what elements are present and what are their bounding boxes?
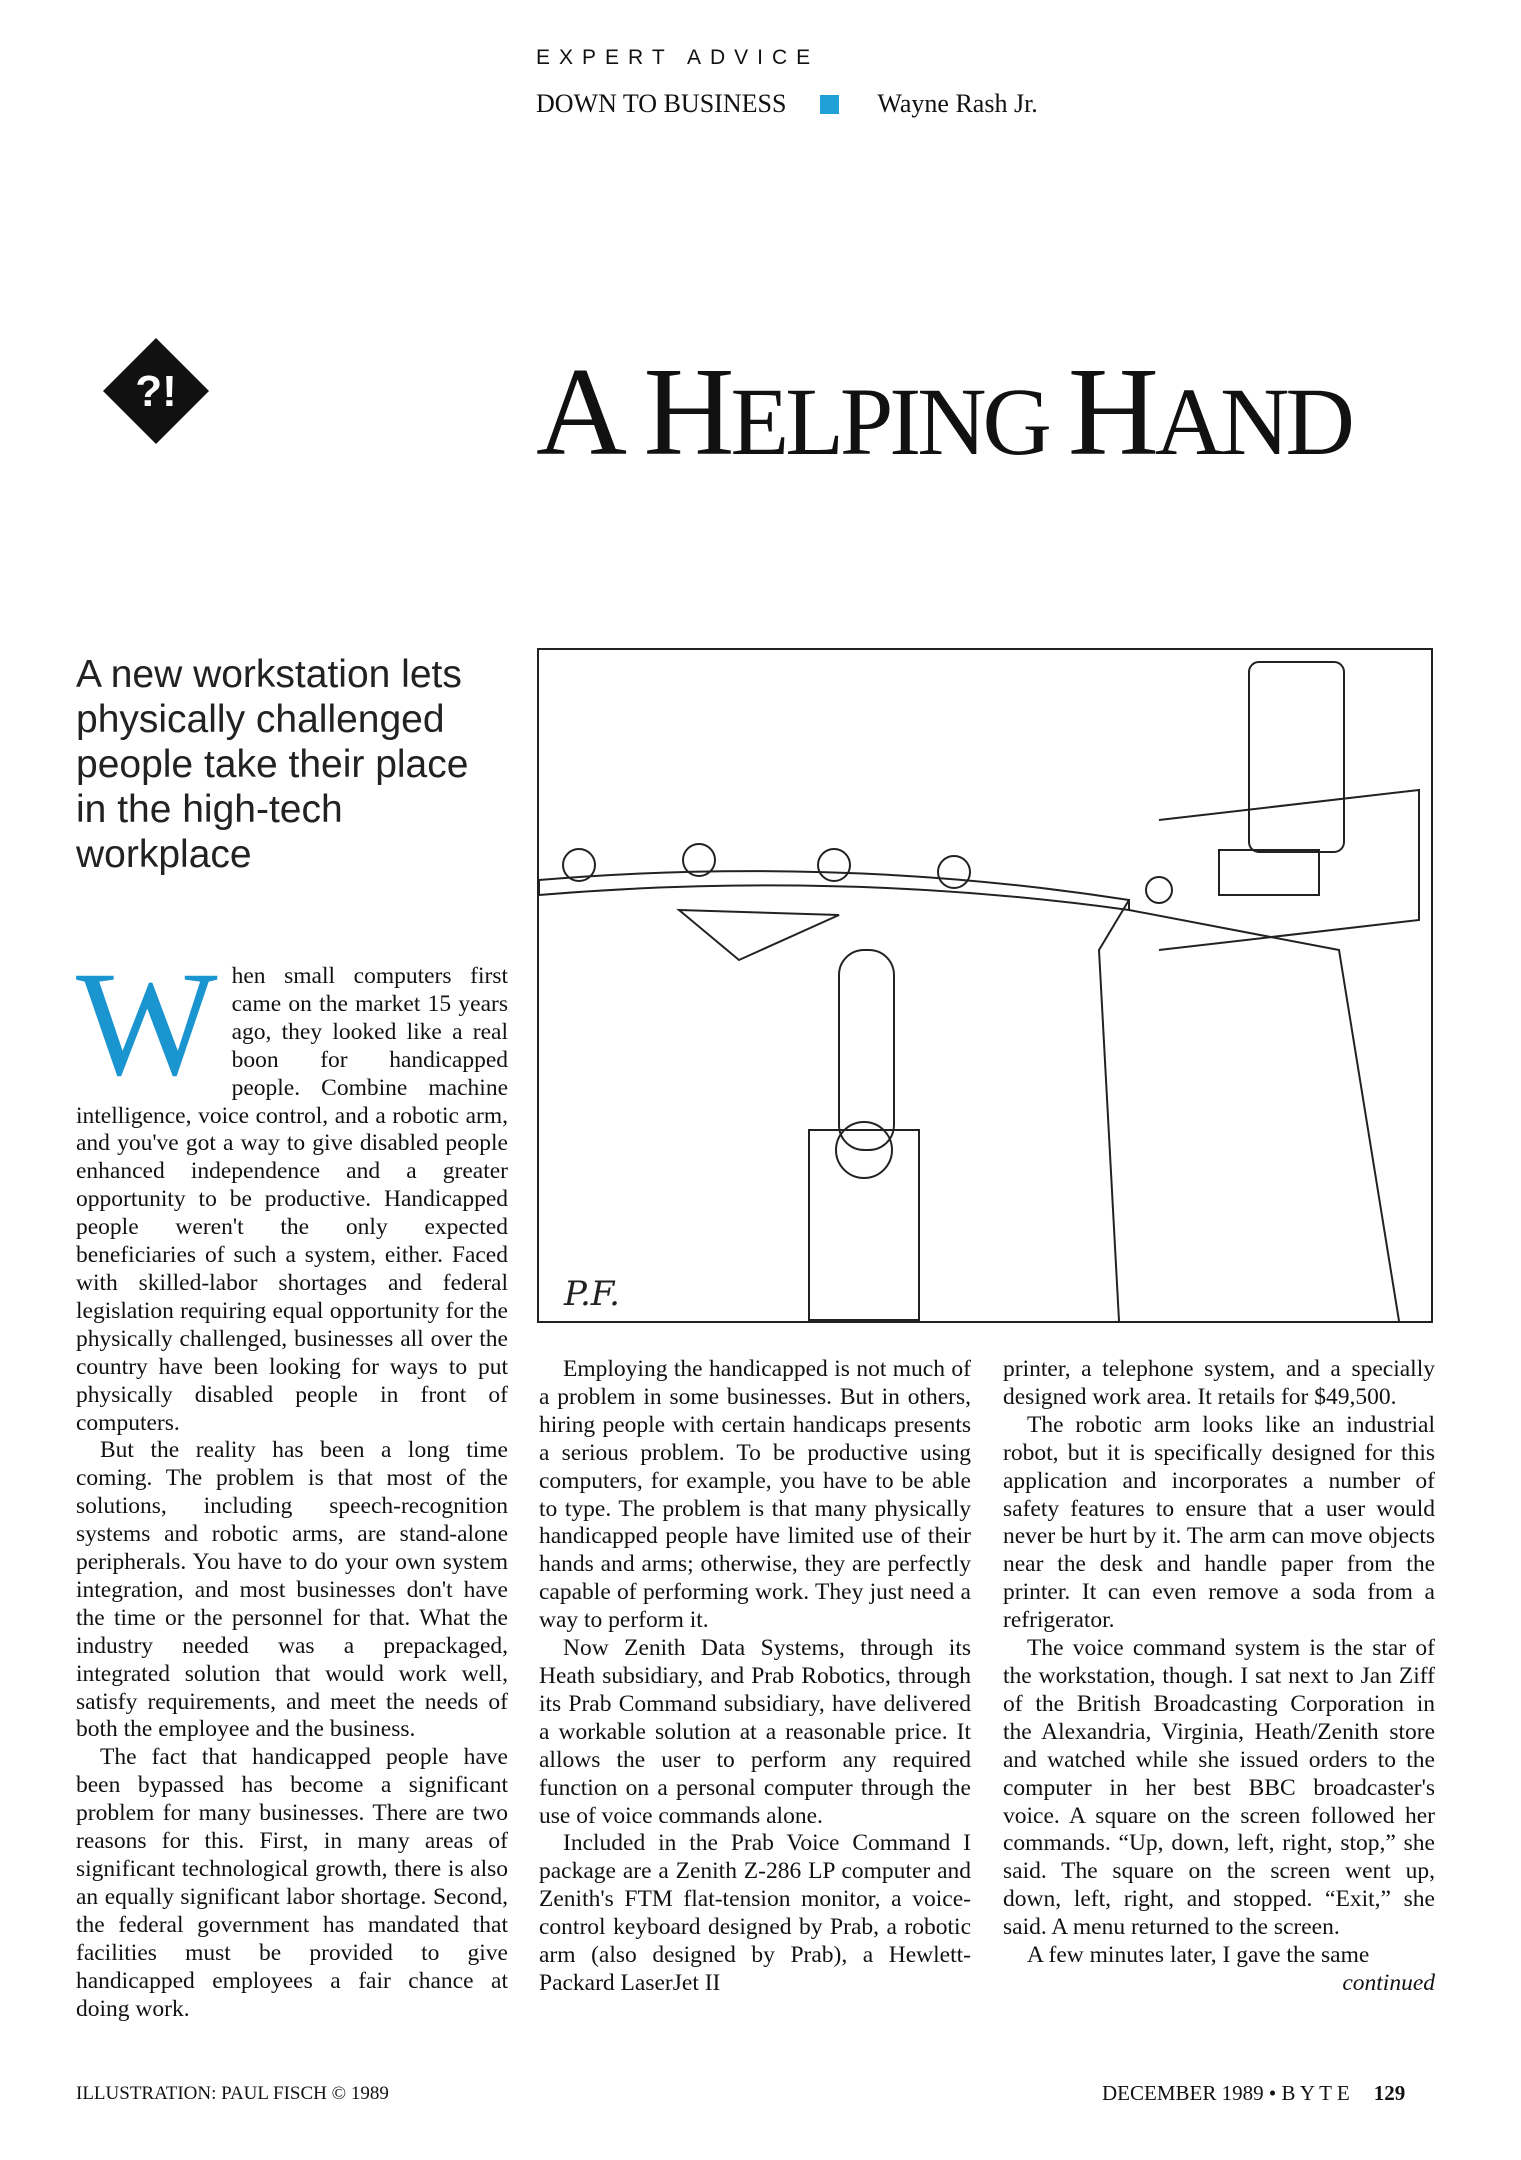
page-folio — [1102, 2081, 1405, 2106]
square-bullet-icon — [820, 95, 839, 114]
continued-label: continued — [1342, 1969, 1435, 1996]
drop-cap: W — [76, 941, 218, 1107]
body-column-2 — [539, 1356, 971, 1998]
body-column-1 — [76, 941, 508, 2023]
department-name: DOWN TO BUSINESS — [536, 89, 787, 118]
paragraph: Employing the handicapped is not much of a problem in some businesses. But in others, hiring people with certain handicaps presents a serious problem. To be productive using computers, for example, you have to be able to type. The problem is that many physically handicapped people have limited use of their hands and arms; otherwise, they are perfectly capable of performing work. They just need a way to perform it. — [539, 1356, 971, 1634]
illustration-credit: ILLUSTRATION: PAUL FISCH © 1989 — [76, 2083, 389, 2104]
question-exclamation-diamond-icon — [103, 338, 209, 444]
paragraph: But the reality has been a long time coming. The problem is that most of the solutions, including speech-recognition systems and robotic arms, are stand-alone peripherals. You have to do your own system integration, and most businesses don't have the time or the personnel for that. What the industry needed was a prepackaged, integrated solution that would work well, satisfy requirements, and meet the needs of both the employee and the business. — [76, 1437, 508, 1743]
issue-date: DECEMBER 1989 • B Y T E — [1102, 2081, 1350, 2105]
paragraph: The robotic arm looks like an industrial robot, but it is specifically designed for this application and incorporates a number of safety features to ensure that a user would never be hurt by it. The arm can move objects near the desk and handle paper from the printer. It can even remove a soda from a refrigerator. — [1003, 1411, 1435, 1634]
paragraph: The voice command system is the star of the workstation, though. I sat next to Jan Ziff of the British Broadcasting Corporation in the Alexandria, Virginia, Heath/Zenith store and watched while she issued orders to the computer in her best BBC broadcaster's voice. A square on the screen followed her commands. “Up, down, left, right, stop,” she said. The square on the screen went up, down, left, right, and stopped. “Exit,” she said. A menu returned to the screen. — [1003, 1635, 1435, 1941]
author-name: Wayne Rash Jr. — [877, 89, 1038, 118]
illustration — [537, 648, 1433, 1323]
paragraph: Included in the Prab Voice Command I package are a Zenith Z-286 LP computer and Zenith's FTM flat-tension monitor, a voice-control keyboard designed by Prab, a robotic arm (also designed by Prab), a Hewlett-Packard LaserJet II — [539, 1830, 971, 1996]
paragraph: A few minutes later, I gave the same — [1027, 1942, 1370, 1969]
section-label: EXPERT ADVICE — [536, 46, 820, 69]
paragraph: hen small computers first came on the market 15 years ago, they looked like a real boon for handicapped people. Combine machine intelligence, voice control, and a robotic arm, and you've got a way to give disabled people enhanced independence and a greater opportunity to be productive. Handicapped people weren't the only expected beneficiaries of such a system, either. Faced with skilled-labor shortages and federal legislation requiring equal opportunity for the physically challenged, businesses all over the country have been looking for ways to put physically disabled people in front of computers. — [76, 963, 508, 1436]
svg-text:?!: ?! — [135, 367, 177, 416]
article-deck: A new workstation lets physically challenged people take their place in the high-tech workplace — [76, 653, 469, 876]
article-title: A HELPING HAND — [536, 343, 1351, 482]
paragraph: printer, a telephone system, and a specially designed work area. It retails for $49,500. — [1003, 1356, 1435, 1410]
paragraph: The fact that handicapped people have been bypassed has become a significant problem for many businesses. There are two reasons for this. First, in many areas of significant technological growth, there is also an equally significant labor shortage. Second, the federal government has mandated that facilities must be provided to give handicapped employees a fair chance at doing work. — [76, 1744, 508, 2022]
paragraph: Now Zenith Data Systems, through its Heath subsidiary, and Prab Robotics, through its Prab Command subsidiary, have delivered a workable solution at a reasonable price. It allows the user to perform any required function on a personal computer through the use of voice commands alone. — [539, 1635, 971, 1829]
body-column-3 — [1003, 1356, 1435, 1998]
page-number: 129 — [1373, 2081, 1406, 2105]
department-line — [536, 89, 1038, 119]
svg-text:P.F.: P.F. — [564, 1274, 620, 1314]
